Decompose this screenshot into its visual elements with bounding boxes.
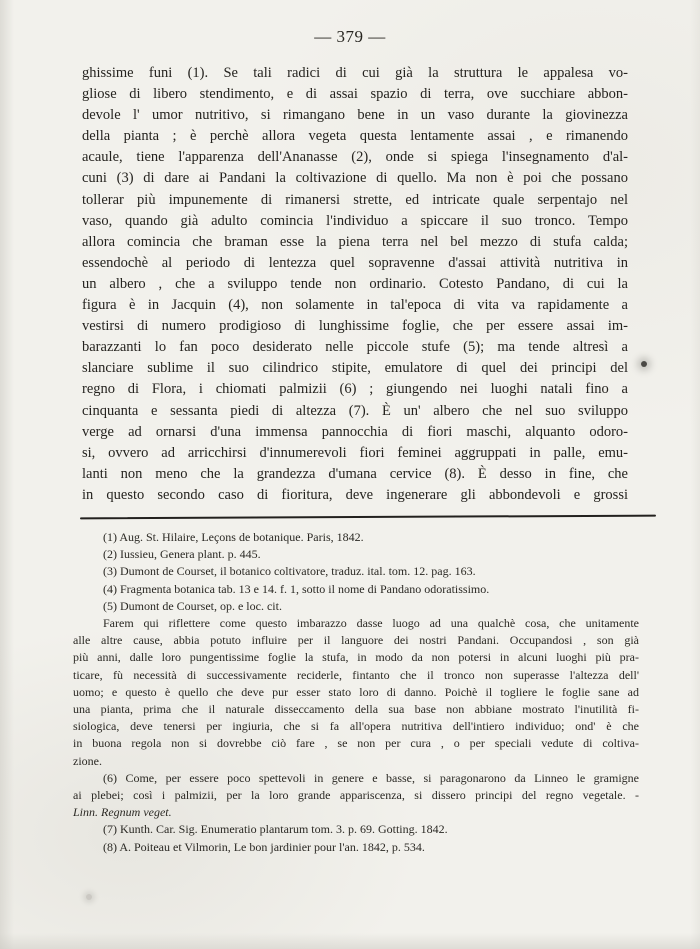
footnote-item: (1) Aug. St. Hilaire, Leçons de botanique. Paris, 1842. <box>103 530 364 544</box>
body-text-line: lanti non meno che la grandezza d'umana cervice (8). È desso in fine, che <box>82 465 628 482</box>
footnote-6-citation: Linn. Regnum veget. <box>73 805 172 820</box>
page-number: — 379 — <box>314 27 386 46</box>
footnote-paragraph-line: uomo; e questo è quello che deve pur esser stato loro di danno. Poichè il togliere le foglie sane ad <box>73 684 639 699</box>
body-text-line: verge ad ornarsi d'una immensa pannocchia di fiori maschi, alquanto odoro- <box>82 423 628 440</box>
footnote-6 <box>73 770 639 804</box>
body-text-line: acaule, tiene l'apparenza dell'Ananasse (2), onde si spiega l'insegnamento d'al- <box>82 149 628 166</box>
footnote-separator-rule <box>80 515 656 520</box>
footnote-item: (4) Fragmenta botanica tab. 13 e 14. f. 1, sotto il nome di Pandano odoratissimo. <box>103 581 490 596</box>
footnote-7: (7) Kunth. Car. Sig. Enumeratio plantarum tom. 3. p. 69. Gotting. 1842. <box>103 822 448 837</box>
footnote-8: (8) A. Poiteau et Vilmorin, Le bon jardinier pour l'an. 1842, p. 534. <box>103 839 425 854</box>
footnote-paragraph-line: zione. <box>73 753 102 768</box>
body-text-line: in questo secondo caso di fioritura, deve ingenerare gli abbondevoli e grossi <box>82 486 628 503</box>
footnote-list-top <box>73 529 639 615</box>
body-text <box>82 63 628 506</box>
footnote-item: (5) Dumont de Courset, op. e loc. cit. <box>103 598 282 613</box>
footnote-paragraph-line: alle altre cause, abbia potuto influire per il languore dei nostri Pandani. Occupandosi , son già <box>73 633 639 648</box>
body-text-line: ghissime funi (1). Se tali radici di cui già la struttura le appalesa vo- <box>82 65 628 81</box>
body-text-line: gliose di libero stendimento, e di assai spazio di terra, ove succhiare abbon- <box>82 86 628 103</box>
body-text-line: un albero , che a sviluppo tende non ordinario. Cotesto Pandano, di cui la <box>82 275 628 292</box>
footnote-paragraph-line: una pianta, prima che il naturale disseccamento della sua base non abbiane mostrato l'inutilità fi- <box>73 702 639 717</box>
body-text-line: regno di Flora, i chiomati palmizii (6) ; giungendo nei luoghi natali fino a <box>82 381 628 398</box>
footnote-paragraph-line: siologica, deve tenersi per ingiuria, che si fa all'opera nutritiva dell'intiero individuo; ond' è che <box>73 719 639 734</box>
body-text-line: essendochè al periodo di lentezza quel sopravenne d'assai attività nutritiva in <box>82 254 628 271</box>
body-text-line: vaso, quando già adulto comincia l'individuo a spiccare il suo tronco. Tempo <box>82 212 628 229</box>
footnote-paragraph-line: ticare, fù necessità di successivamente reciderle, fintanto che il tronco non superasse l'altezza dell' <box>73 667 639 682</box>
body-text-line: della pianta ; è perchè allora vegeta questa lentamente assai , e rimanendo <box>82 128 628 145</box>
body-text-line: cinquanta e sessanta piedi di altezza (7). È un' albero che nel suo sviluppo <box>82 402 628 419</box>
body-text-line: slanciare sublime il suo cilindrico stipite, emulatore di quel dei principi del <box>82 360 628 377</box>
footnotes <box>73 529 639 856</box>
footnote-paragraph-line: Farem qui riflettere come questo imbarazzo dasse luogo ad una qualchè cosa, che unitamente <box>103 616 639 631</box>
body-text-line: cuni (3) di dare ai Pandani la coltivazione di quello. Ma non è poi che possano <box>82 170 628 187</box>
footnote-item: (2) Iussieu, Genera plant. p. 445. <box>103 547 261 562</box>
body-text-line: si, ovvero ad arricchirsi d'innumerevoli fiori feminei aggruppati in palle, emu- <box>82 444 628 461</box>
faint-smudge <box>86 894 92 900</box>
body-text-line: allora comincia che braman esse la piena terra nel bel mezzo di stufa calda; <box>82 233 628 250</box>
body-text-line: tollerar più impunemente di rimanersi strette, ed intricate quale serpentajo nel <box>82 191 628 208</box>
footnote-paragraph-line: in buona regola non si dovrebbe ciò fare , se non per cura , o per speciali vedute di coltiva- <box>73 736 639 751</box>
body-text-line: devole l' umor nutritivo, si rimangano bene in un vaso durante la giovinezza <box>82 107 628 124</box>
body-text-line: figura è in Jacquin (4), non solamente in tal'epoca di vita va rapidamente a <box>82 297 628 314</box>
footnote-6-line: (6) Come, per essere poco spettevoli in genere e basse, si paragonarono da Linneo le gramigne <box>103 770 639 785</box>
footnote-paragraph-line: più anni, dalle loro pungentissime foglie la stufa, in modo da non potersi in alcuni luoghi più pra- <box>73 650 639 665</box>
ink-spot <box>641 361 647 367</box>
footnote-6-line: ai plebei; così i palmizii, per la loro grande appariscenza, si dissero principi del regno vegetale. - <box>73 788 639 803</box>
body-text-line: vestirsi di numero prodigioso di lunghissime foglie, che per essere assai im- <box>82 318 628 335</box>
body-text-line: barazzanti lo fan poco desiderato nelle piccole stufe (5); ma tende altresì a <box>82 339 628 356</box>
footnote-item: (3) Dumont de Courset, il botanico coltivatore, traduz. ital. tom. 12. pag. 163. <box>103 564 476 579</box>
footnote-5-commentary-paragraph <box>73 615 639 770</box>
